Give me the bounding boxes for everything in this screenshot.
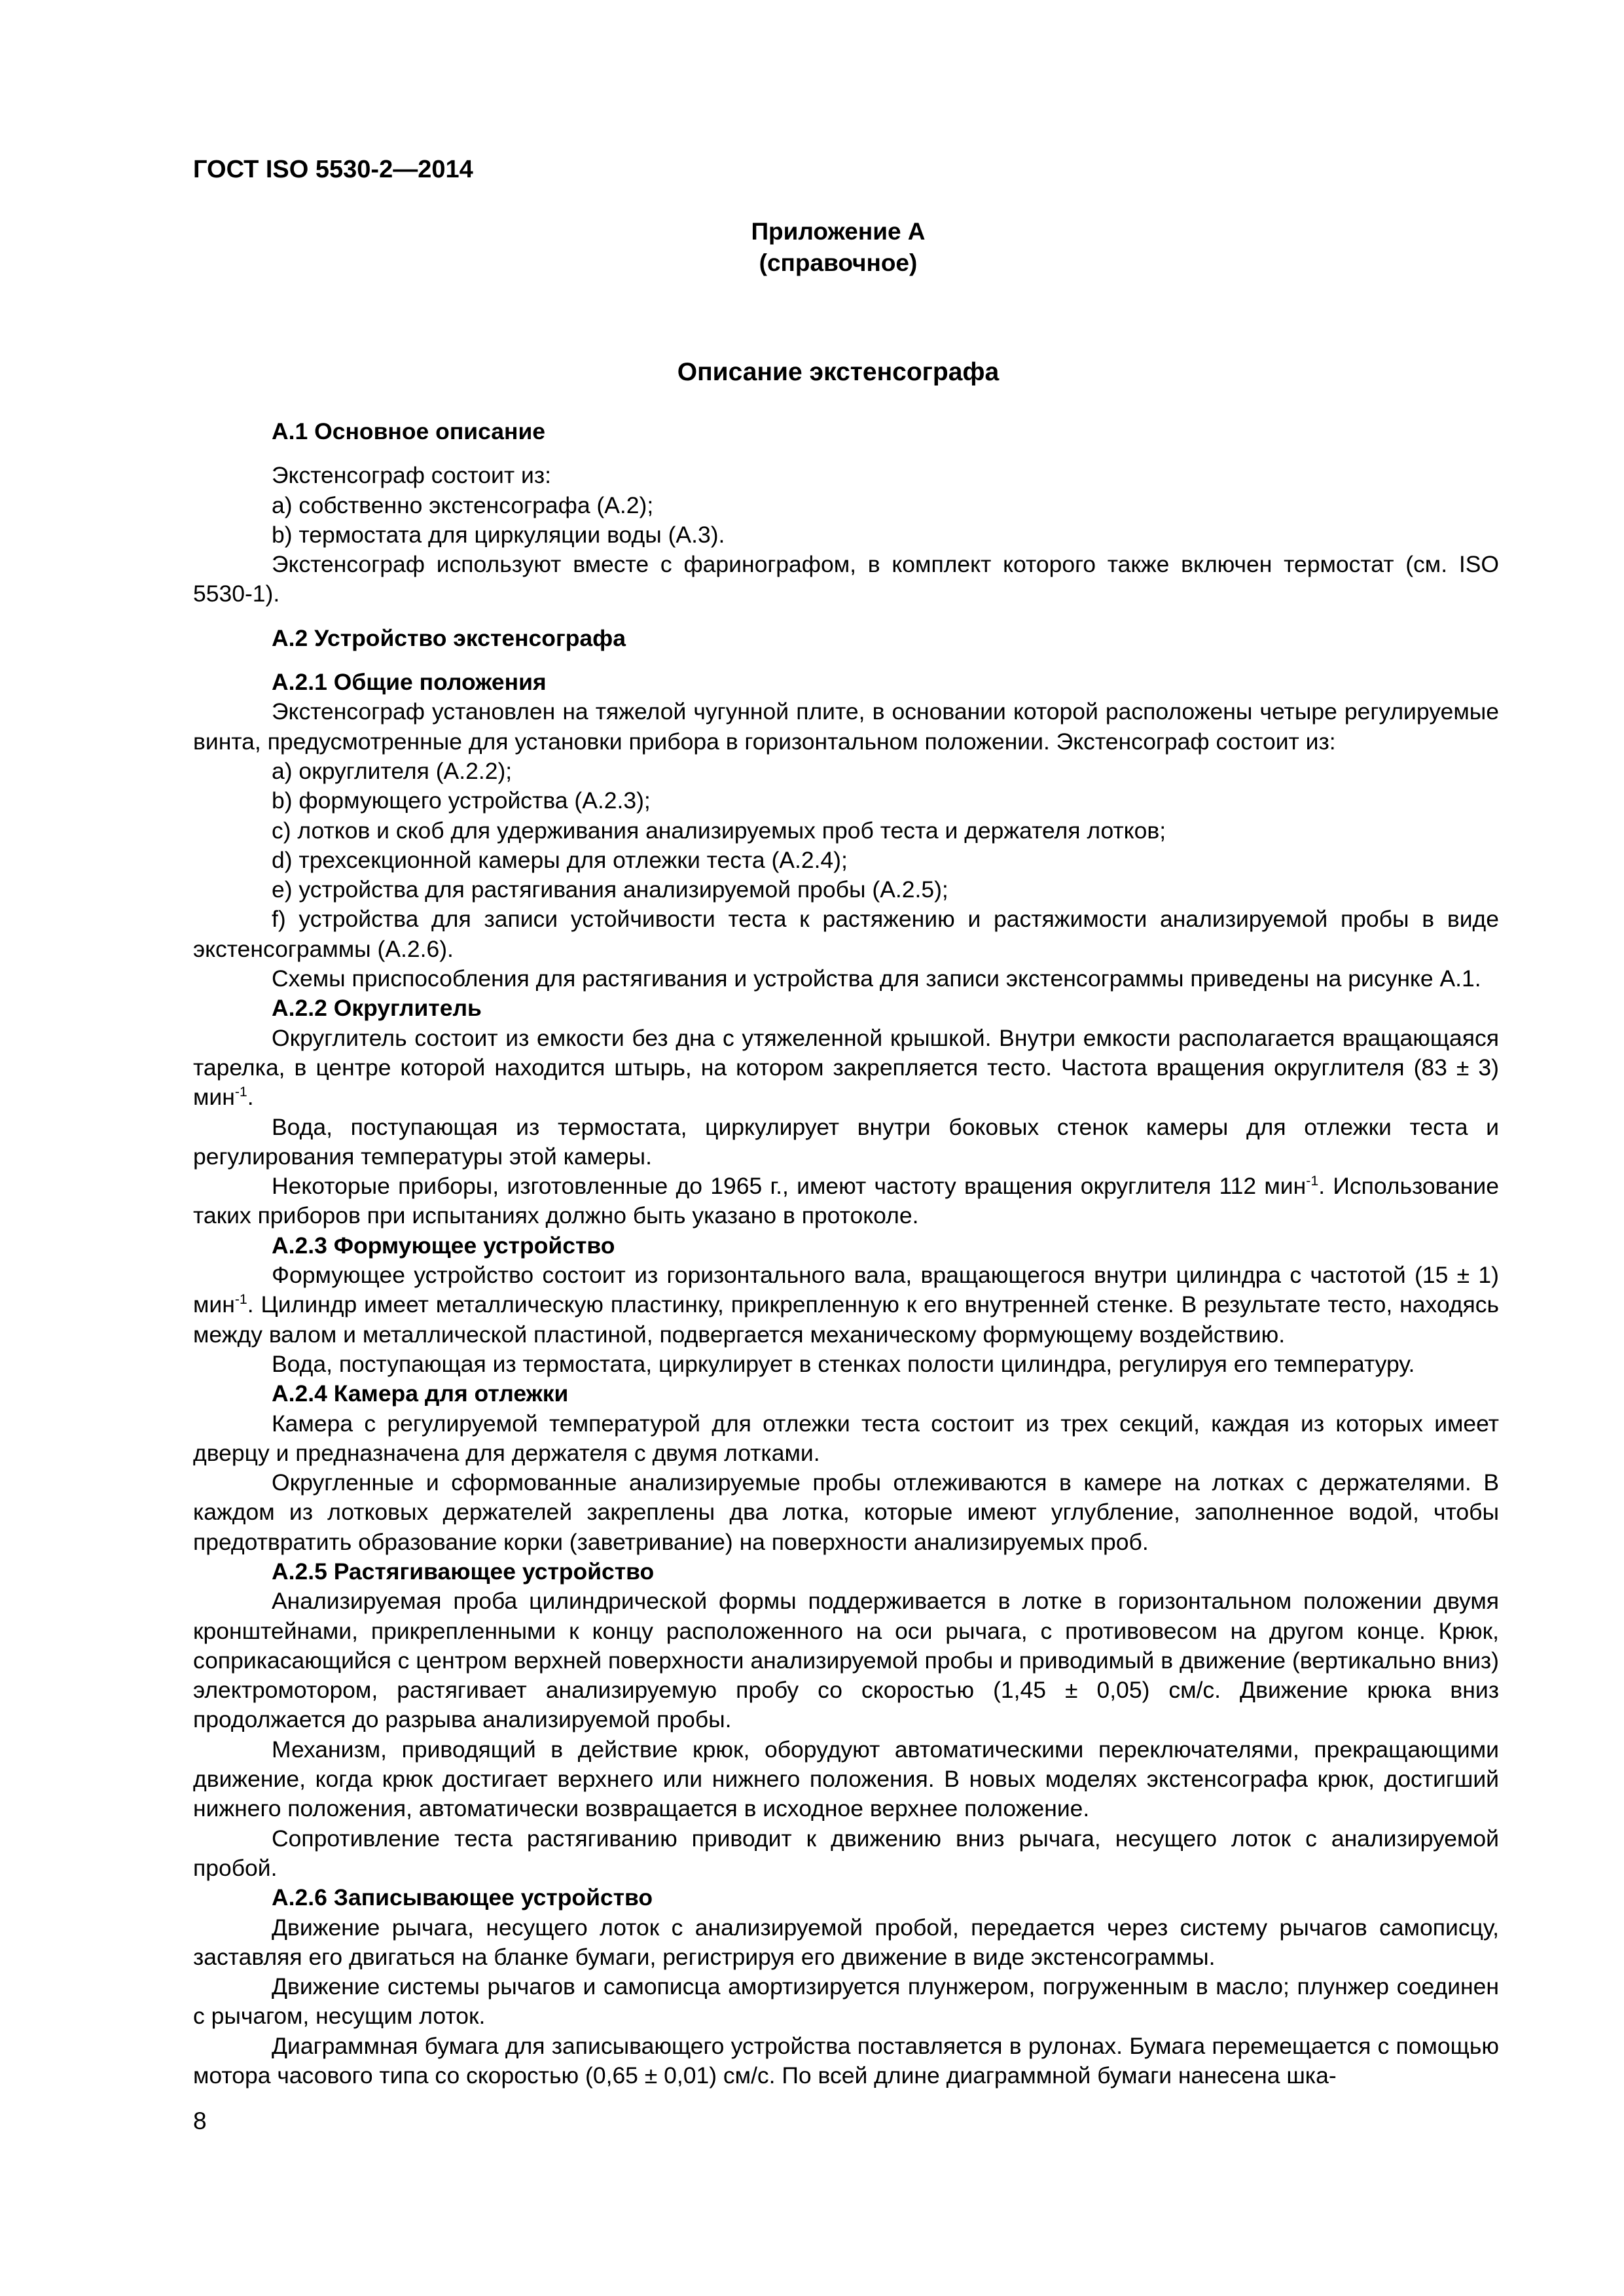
superscript: -1 (234, 1084, 247, 1100)
paragraph (193, 1024, 1499, 1113)
subsection-heading: А.2.5 Растягивающее устройство (272, 1558, 655, 1585)
paragraph-text: . Использование таких приборов при испытаниях должно быть указано в протоколе. (193, 1173, 1499, 1229)
list-item: b) термостата для циркуляции воды (А.3). (272, 521, 725, 548)
paragraph: Движение рычага, несущего лоток с анализируемой пробой, передается через систему рычагов самописцу, заставляя его двигаться на бланке бумаги, регистрируя его движение в виде экстенсограммы. (193, 1914, 1499, 1970)
superscript: -1 (1306, 1173, 1319, 1189)
paragraph: Камера с регулируемой температурой для отлежки теста состоит из трех секций, каждая из которых имеет дверцу и предназначена для держателя с двумя лотками. (193, 1410, 1499, 1466)
appendix-title: Описание экстенсографа (677, 358, 1000, 386)
subsection-heading: А.2.3 Формующее устройство (272, 1232, 615, 1259)
list-item: b) формующего устройства (А.2.3); (272, 787, 651, 814)
paragraph-text: Округлитель состоит из емкости без дна с утяжеленной крышкой. Внутри емкости располагается вращающаяся тарелка, в центре которой находится штырь, на котором закрепляется тесто. Частота вращения округлителя (83 ± 3) мин (193, 1024, 1499, 1111)
appendix-heading (0, 216, 1624, 279)
subsection-heading: А.2.6 Записывающее устройство (272, 1884, 653, 1911)
paragraph (193, 1172, 1499, 1231)
paragraph-text: Некоторые приборы, изготовленные до 1965 г., имеют частоту вращения округлителя 112 мин (272, 1173, 1307, 1200)
appendix-label: Приложение А (751, 218, 926, 245)
paragraph: Схемы приспособления для растягивания и устройства для записи экстенсограммы приведены на рисунке А.1. (272, 965, 1481, 992)
list-item: c) лотков и скоб для удерживания анализируемых проб теста и держателя лотков; (272, 817, 1166, 844)
paragraph-text: Формующее устройство состоит из горизонтального вала, вращающегося внутри цилиндра с частотой (15 ± 1) мин (193, 1262, 1499, 1318)
paragraph: Движение системы рычагов и самописца амортизируется плунжером, погруженным в масло; плунжер соединен с рычагом, несущим лоток. (193, 1973, 1499, 2030)
paragraph: Вода, поступающая из термостата, циркулирует в стенках полости цилиндра, регулируя его температуру. (272, 1350, 1415, 1377)
document-body (193, 417, 1499, 2090)
paragraph (193, 1261, 1499, 1350)
paragraph: Диаграммная бумага для записывающего устройства поставляется в рулонах. Бумага перемещается с помощью мотора часового типа со скоростью (0,65 ± 0,01) см/с. По всей длине диаграммной бумаги нанесена шка- (193, 2032, 1499, 2089)
paragraph: Округленные и сформованные анализируемые пробы отлеживаются в камере на лотках с держателями. В каждом из лотковых держателей закреплены два лотка, которые имеют углубление, заполненное водой, чтобы предотвратить образование корки (заветривание) на поверхности анализируемых проб. (193, 1469, 1499, 1555)
paragraph: Экстенсограф используют вместе с фаринографом, в комплект которого также включен термостат (см. ISO 5530-1). (193, 551, 1499, 607)
superscript: -1 (234, 1291, 247, 1308)
subsection-heading: А.2.1 Общие положения (272, 669, 547, 696)
paragraph: Сопротивление теста растягиванию приводит к движению вниз рычага, несущего лоток с анализируемой пробой. (193, 1825, 1499, 1881)
paragraph: Механизм, приводящий в действие крюк, оборудуют автоматическими переключателями, прекращающими движение, когда крюк достигает верхнего или нижнего положения. В новых моделях экстенсографа крюк, достигший нижнего положения, автоматически возвращается в исходное верхнее положение. (193, 1736, 1499, 1822)
subsection-heading: А.2.4 Камера для отлежки (272, 1380, 569, 1407)
paragraph-text: . (247, 1084, 254, 1111)
appendix-type: (справочное) (759, 249, 918, 276)
section-heading: А.1 Основное описание (272, 418, 546, 444)
list-item: a) округлителя (А.2.2); (272, 757, 513, 784)
paragraph: Экстенсограф установлен на тяжелой чугунной плите, в основании которой расположены четыре регулируемые винта, предусмотренные для установки прибора в горизонтальном положении. Экстенсограф состоит из: (193, 698, 1499, 755)
list-item: d) трехсекционной камеры для отлежки теста (А.2.4); (272, 846, 848, 873)
list-item: a) собственно экстенсографа (А.2); (272, 492, 654, 518)
list-item: e) устройства для растягивания анализируемой пробы (А.2.5); (272, 876, 948, 903)
paragraph: Вода, поступающая из термостата, циркулирует внутри боковых стенок камеры для отлежки теста и регулирования температуры этой камеры. (193, 1113, 1499, 1170)
standard-header: ГОСТ ISO 5530-2—2014 (193, 156, 473, 183)
paragraph: Анализируемая проба цилиндрической формы поддерживается в лотке в горизонтальном положении двумя кронштейнами, прикрепленными к концу расположенного на оси рычага, с противовесом на другом конце. Крюк, соприкасающийся с центром верхней поверхности анализируемой пробы и приводимый в движение (вертикально вниз) электромотором, растягивает анализируемую пробу со скоростью (1,45 ± 0,05) см/с. Движение крюка вниз продолжается до разрыва анализируемой пробы. (193, 1588, 1499, 1733)
page-number: 8 (193, 2108, 207, 2134)
subsection-heading: А.2.2 Округлитель (272, 995, 482, 1022)
section-heading: А.2 Устройство экстенсографа (272, 624, 626, 651)
list-item: f) устройства для записи устойчивости теста к растяжению и растяжимости анализируемой пробы в виде экстенсограммы (А.2.6). (193, 906, 1499, 962)
paragraph-text: . Цилиндр имеет металлическую пластинку, прикрепленную к его внутренней стенке. В результате тесто, находясь между валом и металлической пластиной, подвергается механическому формующему воздействию. (193, 1291, 1499, 1348)
paragraph: Экстенсограф состоит из: (272, 462, 551, 489)
